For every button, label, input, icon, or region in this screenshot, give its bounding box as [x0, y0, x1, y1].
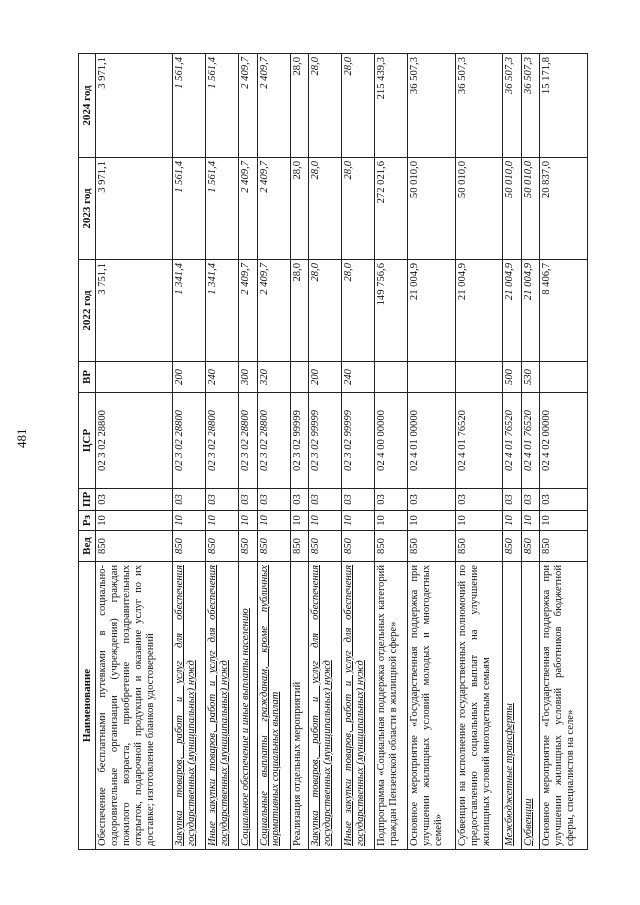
cell-name: Иные закупки товаров, работ и услуг для обеспечения государственных (муниципальных) нужд: [206, 562, 239, 850]
cell-csr: 02 4 01 76520: [521, 393, 539, 489]
cell-rz: 10: [173, 511, 206, 531]
pr-header: ПР: [79, 489, 96, 511]
cell-2022: 8 406,7: [540, 260, 588, 362]
cell-ved: 850: [173, 531, 206, 562]
cell-ved: 850: [540, 531, 588, 562]
cell-2023: 3 971,1: [96, 158, 173, 260]
cell-2022: 28,0: [341, 260, 374, 362]
cell-2022: 28,0: [290, 260, 308, 362]
cell-2024: 36 507,3: [455, 54, 503, 158]
cell-2024: 2 409,7: [257, 54, 290, 158]
cell-vr: 530: [521, 362, 539, 393]
table-row: [308, 54, 341, 850]
cell-vr: 300: [239, 362, 257, 393]
cell-2022: 21 004,9: [455, 260, 503, 362]
cell-2023: 1 561,4: [173, 158, 206, 260]
cell-rz: 10: [521, 511, 539, 531]
table-row: [341, 54, 374, 850]
cell-ved: 850: [521, 531, 539, 562]
cell-2024: 1 561,4: [173, 54, 206, 158]
rotated-page: [78, 54, 588, 850]
table-row: [374, 54, 407, 850]
cell-2023: 50 010,0: [503, 158, 521, 260]
table-header: [79, 54, 96, 850]
cell-pr: 03: [257, 489, 290, 511]
table-row: [407, 54, 455, 850]
cell-csr: 02 3 02 28800: [173, 393, 206, 489]
cell-name: Межбюджетные трансферты: [503, 562, 521, 850]
cell-csr: 02 3 02 99999: [341, 393, 374, 489]
table-row: [173, 54, 206, 850]
cell-vr: [455, 362, 503, 393]
vr-header: ВР: [79, 362, 96, 393]
cell-name: Субвенции: [521, 562, 539, 850]
cell-pr: 03: [308, 489, 341, 511]
cell-pr: 03: [173, 489, 206, 511]
cell-2022: 1 341,4: [206, 260, 239, 362]
name-header: Наименование: [79, 562, 96, 850]
cell-2022: 21 004,9: [407, 260, 455, 362]
cell-rz: 10: [308, 511, 341, 531]
cell-vr: 240: [206, 362, 239, 393]
cell-2024: 15 171,8: [540, 54, 588, 158]
cell-rz: 10: [455, 511, 503, 531]
cell-rz: 10: [540, 511, 588, 531]
cell-vr: 320: [257, 362, 290, 393]
cell-ved: 850: [239, 531, 257, 562]
table-row: [290, 54, 308, 850]
cell-vr: [540, 362, 588, 393]
cell-2024: 28,0: [341, 54, 374, 158]
cell-name: Реализация отдельных мероприятий: [290, 562, 308, 850]
cell-2024: 1 561,4: [206, 54, 239, 158]
cell-2022: 28,0: [308, 260, 341, 362]
table-row: [206, 54, 239, 850]
cell-rz: 10: [257, 511, 290, 531]
cell-rz: 10: [341, 511, 374, 531]
cell-2022: 1 341,4: [173, 260, 206, 362]
cell-2022: 2 409,7: [239, 260, 257, 362]
cell-name: Обеспечение бесплатными путевками в социально-оздоровительные организации (учреждения) граждан пожилого возраста, приобретение поздравительных открыток, подарочной продукции и оказание услуг по их доставке; изготовление бланков удостоверений: [96, 562, 173, 850]
cell-csr: 02 3 02 28800: [257, 393, 290, 489]
csr-header: ЦСР: [79, 393, 96, 489]
cell-ved: 850: [503, 531, 521, 562]
cell-ved: 850: [407, 531, 455, 562]
cell-rz: 10: [96, 511, 173, 531]
cell-rz: 10: [290, 511, 308, 531]
year-2022-header: 2022 год: [79, 260, 96, 362]
cell-rz: 10: [206, 511, 239, 531]
cell-2023: 2 409,7: [239, 158, 257, 260]
cell-2023: 50 010,0: [455, 158, 503, 260]
cell-pr: 03: [407, 489, 455, 511]
cell-vr: 200: [308, 362, 341, 393]
budget-table: [78, 53, 588, 850]
cell-pr: 03: [503, 489, 521, 511]
cell-pr: 03: [96, 489, 173, 511]
cell-csr: 02 4 01 76520: [503, 393, 521, 489]
page-number: 481: [14, 428, 29, 448]
cell-2023: 1 561,4: [206, 158, 239, 260]
cell-vr: [374, 362, 407, 393]
cell-name: Закупка товаров, работ и услуг для обеспечения государственных (муниципальных) нужд: [173, 562, 206, 850]
cell-2023: 20 837,0: [540, 158, 588, 260]
cell-2024: 3 971,1: [96, 54, 173, 158]
cell-csr: 02 4 02 00000: [540, 393, 588, 489]
cell-ved: 850: [257, 531, 290, 562]
cell-name: Основное мероприятие «Государственная поддержка при улучшении жилищных условий молодых и многодетных семей»: [407, 562, 455, 850]
cell-rz: 10: [374, 511, 407, 531]
cell-2024: 2 409,7: [239, 54, 257, 158]
cell-ved: 850: [96, 531, 173, 562]
cell-pr: 03: [521, 489, 539, 511]
cell-csr: 02 3 02 99999: [290, 393, 308, 489]
cell-2024: 36 507,3: [407, 54, 455, 158]
cell-name: Социальные выплаты гражданам, кроме публичных нормативных социальных выплат: [257, 562, 290, 850]
table-row: [96, 54, 173, 850]
cell-vr: [290, 362, 308, 393]
cell-2022: 3 751,1: [96, 260, 173, 362]
cell-vr: 200: [173, 362, 206, 393]
table-row: [540, 54, 588, 850]
cell-ved: 850: [290, 531, 308, 562]
cell-pr: 03: [239, 489, 257, 511]
cell-2024: 36 507,3: [521, 54, 539, 158]
cell-2022: 21 004,9: [503, 260, 521, 362]
cell-pr: 03: [455, 489, 503, 511]
cell-2023: 272 021,6: [374, 158, 407, 260]
cell-ved: 850: [308, 531, 341, 562]
year-2024-header: 2024 год: [79, 54, 96, 158]
cell-2022: 149 756,6: [374, 260, 407, 362]
cell-csr: 02 4 01 00000: [407, 393, 455, 489]
table-row: [455, 54, 503, 850]
cell-name: Субвенции на исполнение государственных полномочий по предоставлению социальных выплат на улучшение жилищных условий многодетным семьям: [455, 562, 503, 850]
cell-name: Социальное обеспечение и иные выплаты населению: [239, 562, 257, 850]
cell-2023: 2 409,7: [257, 158, 290, 260]
cell-csr: 02 3 02 28800: [96, 393, 173, 489]
year-2023-header: 2023 год: [79, 158, 96, 260]
cell-2023: 50 010,0: [521, 158, 539, 260]
cell-csr: 02 4 01 76520: [455, 393, 503, 489]
cell-pr: 03: [290, 489, 308, 511]
cell-vr: 500: [503, 362, 521, 393]
cell-csr: 02 4 00 00000: [374, 393, 407, 489]
cell-pr: 03: [374, 489, 407, 511]
cell-2022: 2 409,7: [257, 260, 290, 362]
cell-2023: 28,0: [308, 158, 341, 260]
cell-vr: 240: [341, 362, 374, 393]
cell-2024: 215 439,3: [374, 54, 407, 158]
cell-name: Основное мероприятие «Государственная поддержка при улучшении жилищных условий работников бюджетной сферы, специалистов на селе»: [540, 562, 588, 850]
cell-rz: 10: [503, 511, 521, 531]
cell-2024: 36 507,3: [503, 54, 521, 158]
table-row: [239, 54, 257, 850]
cell-ved: 850: [341, 531, 374, 562]
cell-2022: 21 004,9: [521, 260, 539, 362]
ved-header: Вед: [79, 531, 96, 562]
cell-pr: 03: [341, 489, 374, 511]
cell-2023: 50 010,0: [407, 158, 455, 260]
cell-pr: 03: [540, 489, 588, 511]
cell-vr: [96, 362, 173, 393]
table-body: [96, 54, 588, 850]
cell-rz: 10: [239, 511, 257, 531]
cell-name: Закупка товаров, работ и услуг для обеспечения государственных (муниципальных) нужд: [308, 562, 341, 850]
cell-ved: 850: [374, 531, 407, 562]
cell-csr: 02 3 02 28800: [206, 393, 239, 489]
cell-2024: 28,0: [290, 54, 308, 158]
cell-ved: 850: [206, 531, 239, 562]
cell-rz: 10: [407, 511, 455, 531]
cell-csr: 02 3 02 99999: [308, 393, 341, 489]
cell-2024: 28,0: [308, 54, 341, 158]
cell-name: Иные закупки товаров, работ и услуг для обеспечения государственных (муниципальных) нужд: [341, 562, 374, 850]
rz-header: Рз: [79, 511, 96, 531]
cell-ved: 850: [455, 531, 503, 562]
table-row: [521, 54, 539, 850]
cell-vr: [407, 362, 455, 393]
cell-2023: 28,0: [341, 158, 374, 260]
table-row: [503, 54, 521, 850]
cell-name: Подпрограмма «Социальная поддержка отдельных категорий граждан Пензенской области в жилищной сфере»: [374, 562, 407, 850]
table-row: [257, 54, 290, 850]
cell-csr: 02 3 02 28800: [239, 393, 257, 489]
cell-pr: 03: [206, 489, 239, 511]
cell-2023: 28,0: [290, 158, 308, 260]
